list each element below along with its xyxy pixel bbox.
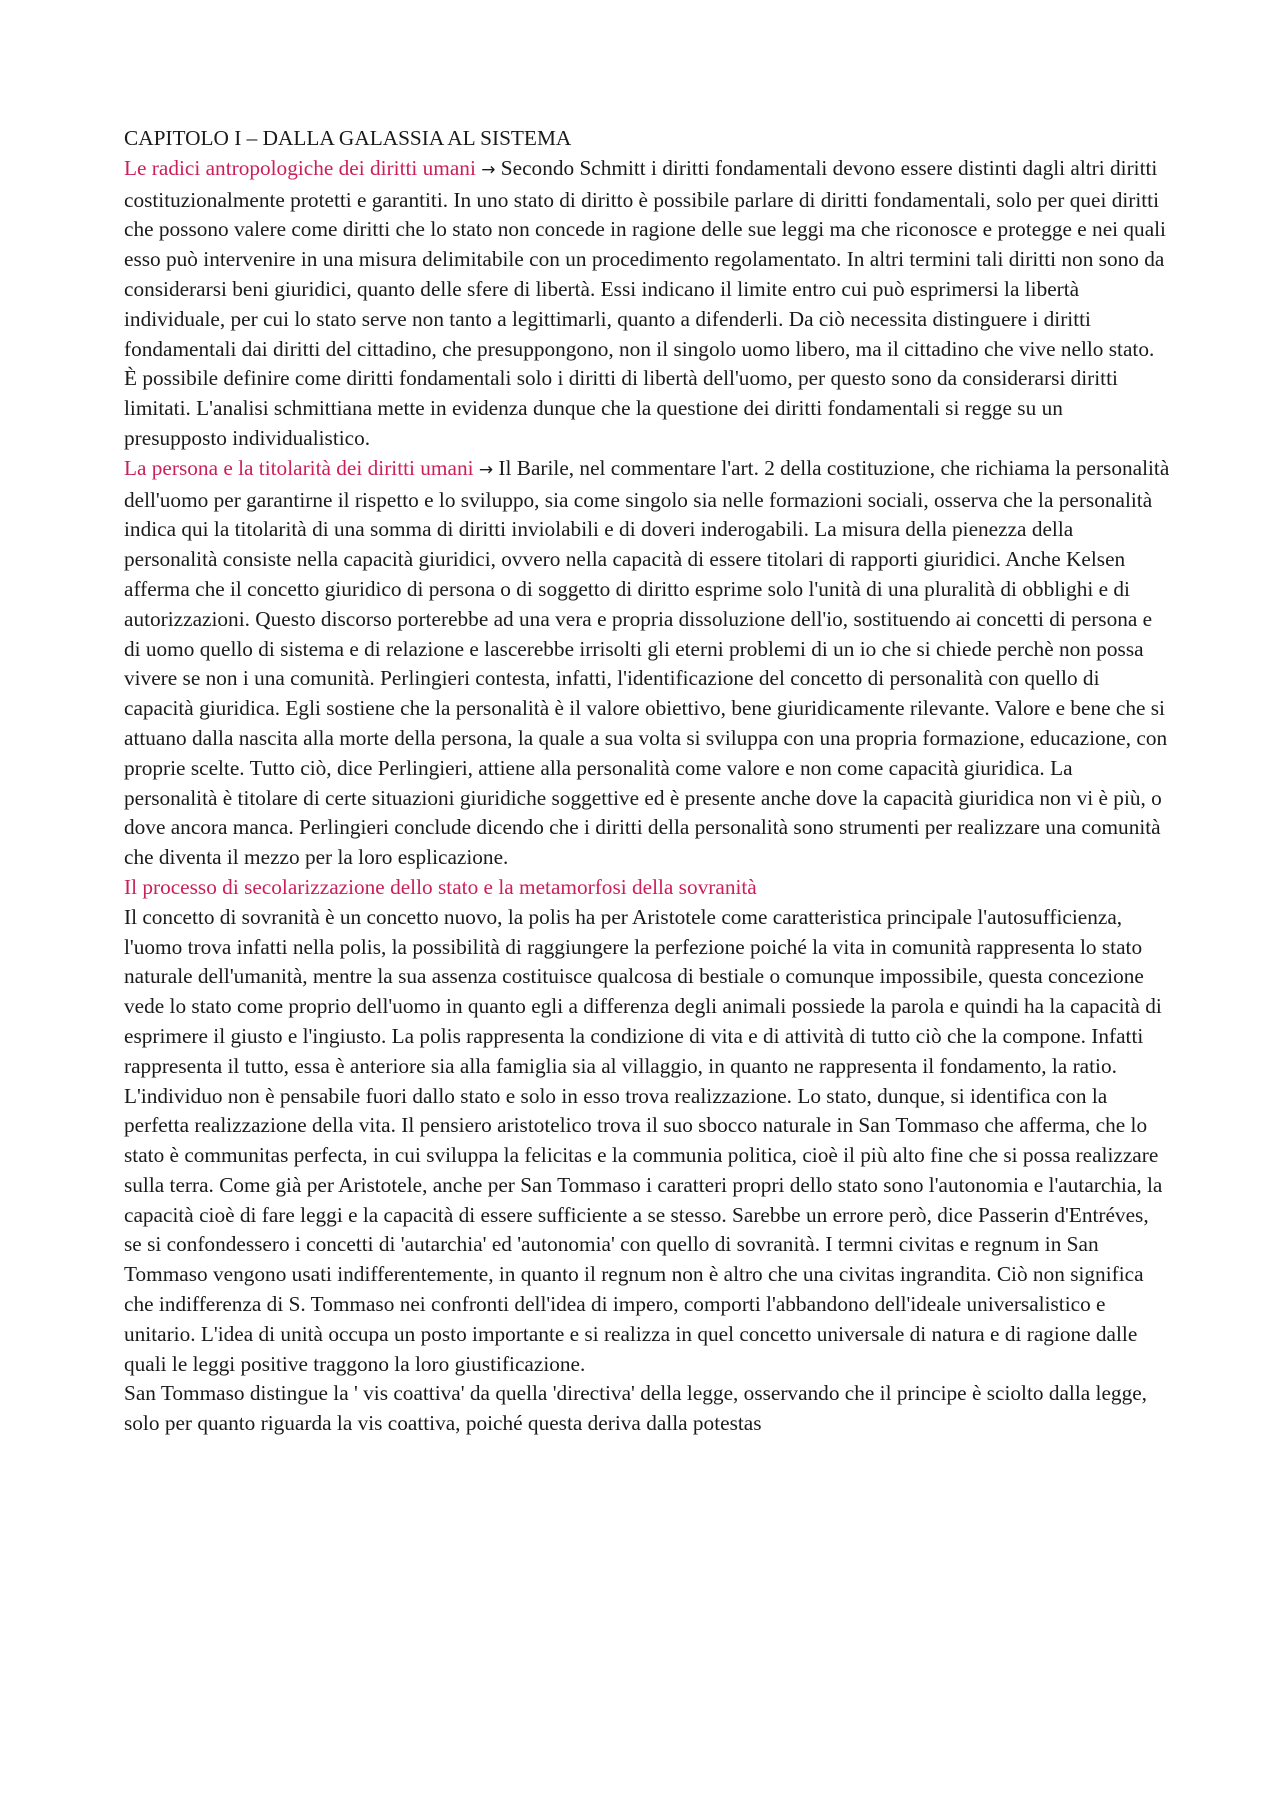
section-heading-1: Le radici antropologiche dei diritti umani — [124, 155, 476, 180]
arrow-icon: → — [481, 159, 496, 180]
arrow-icon: → — [478, 459, 494, 480]
chapter-title: CAPITOLO I – DALLA GALASSIA AL SISTEMA — [124, 126, 572, 150]
section-body-3b: San Tommaso distingue la ' vis coattiva' da quella 'directiva' della legge, osservando che il principe è sciolto dalla legge, solo per quanto riguarda la vis coattiva, poiché questa deriva dalla potestas — [124, 1381, 1147, 1436]
section-body-3: Il concetto di sovranità è un concetto nuovo, la polis ha per Aristotele come caratteristica principale l'autosufficienza, l'uomo trova infatti nella polis, la possibilità di raggiungere la perfezione poiché la vita in comunità rappresenta lo stato naturale dell'umanità, mentre la sua assenza costituisce qualcosa di bestiale o comunque impossibile, questa concezione vede lo stato come proprio dell'uomo in quanto egli a differenza degli animali possiede la parola e quindi ha la capacità di esprimere il giusto e l'ingiusto. La polis rappresenta la condizione di vita e di attività di tutto ciò che la compone. Infatti rappresenta il tutto, essa è anteriore sia alla famiglia sia al villaggio, in quanto ne rappresenta il fondamento, la ratio. L'individuo non è pensabile fuori dallo stato e solo in esso trova realizzazione. Lo stato, dunque, si identifica con la perfetta realizzazione della vita. Il pensiero aristotelico trova il suo sbocco naturale in San Tommaso che afferma, che lo stato è communitas perfecta, in cui sviluppa la felicitas e la communia politica, cioè il più alto fine che si possa realizzare sulla terra. Come già per Aristotele, anche per San Tommaso i caratteri propri dello stato sono l'autonomia e l'autarchia, la capacità cioè di fare leggi e la capacità di essere sufficiente a se stesso. Sarebbe un errore però, dice Passerin d'Entréves, se si confondessero i concetti di 'autarchia' ed 'autonomia' con quello di sovranità. I termni civitas e regnum in San Tommaso vengono usati indifferentemente, in quanto il regnum non è altro che una civitas ingrandita. Ciò non significa che indifferenza di S. Tommaso nei confronti dell'idea di impero, comporti l'abbandono dell'ideale universalistico e unitario. L'idea di unità occupa un posto importante e si realizza in quel concetto universale di natura e di ragione dalle quali le leggi positive traggono la loro giustificazione. — [124, 904, 1163, 1376]
section-body-2: Il Barile, nel commentare l'art. 2 della costituzione, che richiama la personalità dell'uomo per garantirne il rispetto e lo sviluppo, sia come singolo sia nelle formazioni sociali, osserva che la personalità indica qui la titolarità di una somma di diritti inviolabili e di doveri inderogabili. La misura della pienezza della personalità consiste nella capacità giuridici, ovvero nella capacità di essere titolari di rapporti giuridici. Anche Kelsen afferma che il concetto giuridico di persona o di soggetto di diritto esprime solo l'unità di una pluralità di obblighi e di autorizzazioni. Questo discorso porterebbe ad una vera e propria dissoluzione dell'io, sostituendo ai concetti di persona e di uomo quello di sistema e di relazione e lascerebbe irrisolti gli eterni problemi di un io che si chiede perchè non possa vivere se non i una comunità. Perlingieri contesta, infatti, l'identificazione del concetto di personalità con quello di capacità giuridica. Egli sostiene che la personalità è il valore obiettivo, bene giuridicamente rilevante. Valore e bene che si attuano dalla nascita alla morte della persona, la quale a sua volta si sviluppa con una propria formazione, educazione, con proprie scelte. Tutto ciò, dice Perlingieri, attiene alla personalità come valore e non come capacità giuridica. La personalità è titolare di certe situazioni giuridiche soggettive ed è presente anche dove la capacità giuridica non vi è più, o dove ancora manca. Perlingieri conclude dicendo che i diritti della personalità sono strumenti per realizzare una comunità che diventa il mezzo per la loro esplicazione. — [124, 455, 1170, 870]
section-heading-2: La persona e la titolarità dei diritti umani — [124, 455, 474, 480]
section-paragraph-1 — [124, 154, 1170, 454]
section-heading-3: Il processo di secolarizzazione dello stato e la metamorfosi della sovranità — [124, 874, 757, 899]
section-paragraph-2 — [124, 454, 1170, 873]
document-page — [124, 124, 1170, 1439]
section-body-1: Secondo Schmitt i diritti fondamentali devono essere distinti dagli altri diritti costituzionalmente protetti e garantiti. In uno stato di diritto è possibile parlare di diritti fondamentali, solo per quei diritti che possono valere come diritti che lo stato non concede in ragione delle sue leggi ma che riconosce e protegge e nei quali esso può intervenire in una misura delimitabile con un procedimento regolamentato. In altri termini tali diritti non sono da considerarsi beni giuridici, quanto delle sfere di libertà. Essi indicano il limite entro cui può esprimersi la libertà individuale, per cui lo stato serve non tanto a legittimarli, quanto a difenderli. Da ciò necessita distinguere i diritti fondamentali dai diritti del cittadino, che presuppongono, non il singolo uomo libero, ma il cittadino che vive nello stato. È possibile definire come diritti fondamentali solo i diritti di libertà dell'uomo, per questo sono da considerarsi diritti limitati. L'analisi schmittiana mette in evidenza dunque che la questione dei diritti fondamentali si regge su un presupposto individualistico. — [124, 155, 1166, 450]
